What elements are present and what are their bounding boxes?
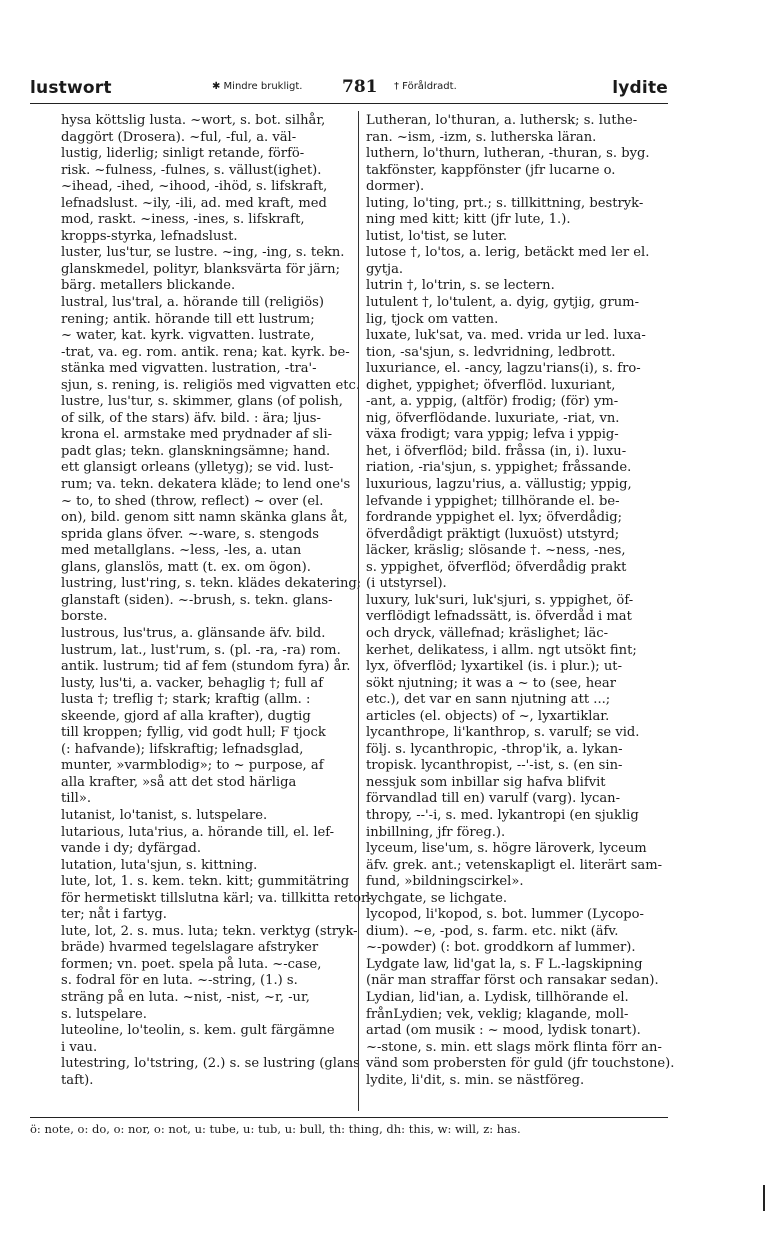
dictionary-line: lusta †; treflig †; stark; kraftig (allm. : xyxy=(61,692,311,708)
dictionary-line: lig, tjock om vatten. xyxy=(366,311,499,327)
dictionary-line: lutestring, lo'tstring, (2.) s. se lustring (glans xyxy=(61,1056,360,1072)
dictionary-line: krona el. armstake med prydnader af sli- xyxy=(61,427,333,443)
dictionary-line: för hermetiskt tillslutna kärl; va. tillkitta retor- xyxy=(61,890,372,906)
dictionary-line: lycanthrope, li'kanthrop, s. varulf; se vid. xyxy=(366,725,640,741)
column-divider xyxy=(358,111,359,1111)
page-number: 781 xyxy=(342,77,378,97)
dictionary-line: alla krafter, »så att det stod härliga xyxy=(61,774,297,790)
page-edge-mark xyxy=(763,1185,765,1211)
dictionary-line: läcker, kräslig; slösande †. ~ness, -nes, xyxy=(366,543,626,559)
dictionary-line: hysa köttslig lusta. ~wort, s. bot. silhår, xyxy=(61,113,326,128)
dictionary-line: sprida glans öfver. ~-ware, s. stengods xyxy=(61,526,319,542)
dictionary-line: öfverdådigt präktigt (luxuöst) utstyrd; xyxy=(366,526,620,542)
dictionary-line: Lydgate law, lid'gat la, s. F L.-lagskipning xyxy=(366,956,643,972)
dictionary-line: luxurious, lagzu'rius, a. vällustig; yppig, xyxy=(366,477,632,493)
dictionary-line: lustrum, lat., lust'rum, s. (pl. -ra, -ra) rom. xyxy=(61,642,341,658)
dictionary-line: ~ to, to shed (throw, reflect) ~ over (el. xyxy=(61,493,324,509)
dictionary-line: -trat, va. eg. rom. antik. rena; kat. kyrk. be- xyxy=(61,344,350,360)
dictionary-line: mod, raskt. ~iness, -ines, s. lifskraft, xyxy=(61,212,305,228)
dictionary-line: articles (el. objects) of ~, lyxartiklar. xyxy=(366,708,610,724)
dictionary-line: lustre, lus'tur, s. skimmer, glans (of polish, xyxy=(61,394,343,410)
dictionary-line: vänd som probersten för guld (jfr touchstone). xyxy=(366,1056,675,1072)
dictionary-line: luxate, luk'sat, va. med. vrida ur led. luxa- xyxy=(366,328,646,344)
dictionary-line: fordrande yppighet el. lyx; öfverdådig; xyxy=(366,510,622,526)
dictionary-line: ett glansigt orleans (ylletyg); se vid. lust- xyxy=(61,460,334,476)
dictionary-line: och dryck, vällefnad; kräslighet; läc- xyxy=(366,625,609,641)
dictionary-line: lute, lot, 1. s. kem. tekn. kitt; gummitätring xyxy=(61,874,350,890)
dictionary-line: stänka med vigvatten. lustration, -tra'- xyxy=(61,361,317,377)
dictionary-line: daggört (Drosera). ~ful, -ful, a. väl- xyxy=(61,129,297,145)
dictionary-line: med metallglans. ~less, -les, a. utan xyxy=(61,543,302,559)
dictionary-line: rum; va. tekn. dekatera kläde; to lend one's xyxy=(61,477,351,493)
dictionary-line: -ant, a. yppig, (altför) frodig; (för) ym- xyxy=(366,394,619,410)
dictionary-line: artad (om musik : ~ mood, lydisk tonart). xyxy=(366,1023,641,1039)
dictionary-line: munter, »varmblodig»; to ~ purpose, af xyxy=(61,758,324,774)
dictionary-line: i vau. xyxy=(61,1039,98,1055)
dictionary-line: Lydian, lid'ian, a. Lydisk, tillhörande el. xyxy=(366,989,629,1005)
dictionary-line: lustral, lus'tral, a. hörande till (religiös) xyxy=(61,295,324,311)
dictionary-line: takfönster, kappfönster (jfr lucarne o. xyxy=(366,162,616,178)
dictionary-line: taft). xyxy=(61,1072,94,1088)
dictionary-line: tropisk. lycanthropist, --'-ist, s. (en sin- xyxy=(366,758,623,774)
dictionary-line: lutation, luta'sjun, s. kittning. xyxy=(61,857,258,873)
dictionary-line: on), bild. genom sitt namn skänka glans åt, xyxy=(61,510,348,526)
dictionary-line: lydite, li'dit, s. min. se nästföreg. xyxy=(366,1072,585,1088)
dictionary-line: nig, öfverflödande. luxuriate, -riat, vn. xyxy=(366,410,620,426)
dictionary-line: lustrous, lus'trus, a. glänsande äfv. bild. xyxy=(61,625,326,641)
dictionary-line: lefnadslust. ~ily, -ili, ad. med kraft, med xyxy=(61,195,327,211)
dictionary-line: kropps-styrka, lefnadslust. xyxy=(61,228,238,244)
guide-word-left: lustwort xyxy=(30,78,112,98)
dictionary-line: till kroppen; fyllig, vid godt hull; F tjock xyxy=(61,725,326,741)
dictionary-line: nessjuk som inbillar sig hafva blifvit xyxy=(366,774,606,790)
dictionary-line: lustring, lust'ring, s. tekn. klädes dekatering; xyxy=(61,576,362,592)
dictionary-line: lyceum, lise'um, s. högre läroverk, lyceum xyxy=(366,841,647,857)
dictionary-line: ter; nåt i fartyg. xyxy=(61,907,167,923)
dictionary-line: (: hafvande); lifskraftig; lefnadsglad, xyxy=(61,741,304,757)
header-rule xyxy=(30,103,668,104)
dictionary-line: (i utstyrsel). xyxy=(366,576,447,592)
dictionary-line: dormer). xyxy=(366,179,425,195)
dictionary-line: lute, lot, 2. s. mus. luta; tekn. verktyg (stryk- xyxy=(61,923,358,939)
footer-rule xyxy=(30,1117,668,1118)
dictionary-line: bräde) hvarmed tegelslagare afstryker xyxy=(61,940,319,956)
dictionary-line: vande i dy; dyfärgad. xyxy=(61,841,202,857)
dictionary-line: s. lutspelare. xyxy=(61,1006,147,1022)
dictionary-line: padt glas; tekn. glanskningsämne; hand. xyxy=(61,443,331,459)
dictionary-line: ~ water, kat. kyrk. vigvatten. lustrate, xyxy=(61,328,315,344)
dictionary-line: frånLydien; vek, veklig; klagande, moll- xyxy=(366,1006,629,1022)
dictionary-line: glans, glanslös, matt (t. ex. om ögon). xyxy=(61,559,311,575)
dictionary-line: dighet, yppighet; öfverflöd. luxuriant, xyxy=(366,377,616,393)
dictionary-line: ~ihead, -ihed, ~ihood, -ihöd, s. lifskraft, xyxy=(61,179,328,195)
dictionary-line: lutist, lo'tist, se luter. xyxy=(366,228,508,244)
dictionary-line: glanstaft (siden). ~-brush, s. tekn. glans- xyxy=(61,592,333,608)
dictionary-line: s. yppighet, öfverflöd; öfverdådig prakt xyxy=(366,559,627,575)
dictionary-line: thropy, --'-i, s. med. lykantropi (en sjuklig xyxy=(366,807,639,823)
dictionary-line: fund, »bildningscirkel». xyxy=(366,874,524,890)
dictionary-line: dium). ~e, -pod, s. farm. etc. nikt (äfv. xyxy=(366,923,619,939)
dictionary-line: lefvande i yppighet; tillhörande el. be- xyxy=(366,493,620,509)
left-column xyxy=(61,113,372,1089)
dictionary-line: sökt njutning; it was a ~ to (see, hear xyxy=(366,675,616,691)
dictionary-line: luxury, luk'suri, luk'sjuri, s. yppighet, öf- xyxy=(366,592,634,608)
dictionary-line: luting, lo'ting, prt.; s. tillkittning, bestryk- xyxy=(366,195,644,211)
dictionary-line: bärg. metallers blickande. xyxy=(61,278,236,294)
dictionary-line: ~-powder) (: bot. groddkorn af lummer). xyxy=(366,940,636,956)
dictionary-line: Lutheran, lo'thuran, a. luthersk; s. luthe- xyxy=(366,113,638,128)
dictionary-line: ~-stone, s. min. ett slags mörk flinta förr an- xyxy=(366,1039,662,1055)
dictionary-line: ran. ~ism, -izm, s. lutherska läran. xyxy=(366,129,597,145)
dictionary-line: luthern, lo'thurn, lutheran, -thuran, s. byg. xyxy=(366,146,650,162)
guide-word-right: lydite xyxy=(612,78,668,98)
dictionary-line: lychgate, se lichgate. xyxy=(366,890,508,906)
rare-usage-note: ✱ Mindre brukligt. xyxy=(212,81,303,92)
dictionary-line: lutrin †, lo'trin, s. se lectern. xyxy=(366,278,555,294)
dictionary-line: luster, lus'tur, se lustre. ~ing, -ing, s. tekn. xyxy=(61,245,345,261)
dictionary-line: verflödigt lefnadssätt, is. öfverdåd i mat xyxy=(366,609,632,625)
dictionary-line: lutulent †, lo'tulent, a. dyig, gytjig, grum- xyxy=(366,295,640,311)
dictionary-line: riation, -ria'sjun, s. yppighet; fråssande. xyxy=(366,460,632,476)
dictionary-line: äfv. grek. ant.; vetenskapligt el. literärt sam- xyxy=(366,857,663,873)
dictionary-line: sjun, s. rening, is. religiös med vigvatten etc. xyxy=(61,377,360,393)
dictionary-line: lyx, öfverflöd; lyxartikel (is. i plur.); ut- xyxy=(366,659,622,675)
dictionary-line: gytja. xyxy=(366,261,404,277)
dictionary-line: luxuriance, el. -ancy, lagzu'rians(i), s. fro- xyxy=(366,361,641,377)
dictionary-line: het, i öfverflöd; bild. fråssa (in, i). luxu- xyxy=(366,443,627,459)
dictionary-line: kerhet, delikatess, i allm. ngt utsökt fint; xyxy=(366,642,637,658)
dictionary-line: lutose †, lo'tos, a. lerig, betäckt med ler el. xyxy=(366,245,650,261)
dictionary-line: formen; vn. poet. spela på luta. ~-case, xyxy=(61,956,322,972)
page-header xyxy=(30,76,668,102)
dictionary-line: glanskmedel, polityr, blanksvärta för järn; xyxy=(61,261,340,277)
right-column xyxy=(366,113,675,1089)
dictionary-line: tion, -sa'sjun, s. ledvridning, ledbrott. xyxy=(366,344,616,360)
dictionary-line: risk. ~fulness, -fulnes, s. vällust(ighet). xyxy=(61,162,322,178)
dictionary-line: luteoline, lo'teolin, s. kem. gult färgämne xyxy=(61,1023,335,1039)
dictionary-line: till». xyxy=(61,791,91,807)
dictionary-line: ning med kitt; kitt (jfr lute, 1.). xyxy=(366,212,571,228)
pronunciation-key: ö: note, o: do, o: nor, o: not, u: tube, u: tub, u: bull, th: thing, dh: this, w: will, z: has. xyxy=(30,1122,521,1136)
dictionary-line: lutanist, lo'tanist, s. lutspelare. xyxy=(61,807,268,823)
dictionary-line: s. fodral för en luta. ~-string, (1.) s. xyxy=(61,973,298,989)
dictionary-line: lutarious, luta'rius, a. hörande till, el. lef- xyxy=(61,824,335,840)
dictionary-line: lustig, liderlig; sinligt retande, förfö- xyxy=(61,146,305,162)
dictionary-line: rening; antik. hörande till ett lustrum; xyxy=(61,311,315,327)
dictionary-line: följ. s. lycanthropic, -throp'ik, a. lykan- xyxy=(366,741,623,757)
dictionary-line: antik. lustrum; tid af fem (stundom fyra) år. xyxy=(61,659,351,675)
dictionary-line: sträng på en luta. ~nist, -nist, ~r, -ur, xyxy=(61,989,310,1005)
dictionary-line: växa frodigt; vara yppig; lefva i yppig- xyxy=(366,427,619,443)
dictionary-line: inbillning, jfr föreg.). xyxy=(366,824,506,840)
dictionary-line: borste. xyxy=(61,609,108,625)
obsolete-note: † Föråldradt. xyxy=(394,81,457,92)
dictionary-line: förvandlad till en) varulf (varg). lycan- xyxy=(366,791,621,807)
dictionary-line: lycopod, li'kopod, s. bot. lummer (Lycopo- xyxy=(366,907,644,923)
dictionary-line: lusty, lus'ti, a. vacker, behaglig †; full af xyxy=(61,675,324,691)
dictionary-line: etc.), det var en sann njutning att ...; xyxy=(366,692,611,708)
dictionary-line: of silk, of the stars) äfv. bild. : ära; ljus- xyxy=(61,410,321,426)
dictionary-line: (när man straffar först och ransakar sedan). xyxy=(366,973,659,989)
dictionary-line: skeende, gjord af alla krafter), dugtig xyxy=(61,708,311,724)
